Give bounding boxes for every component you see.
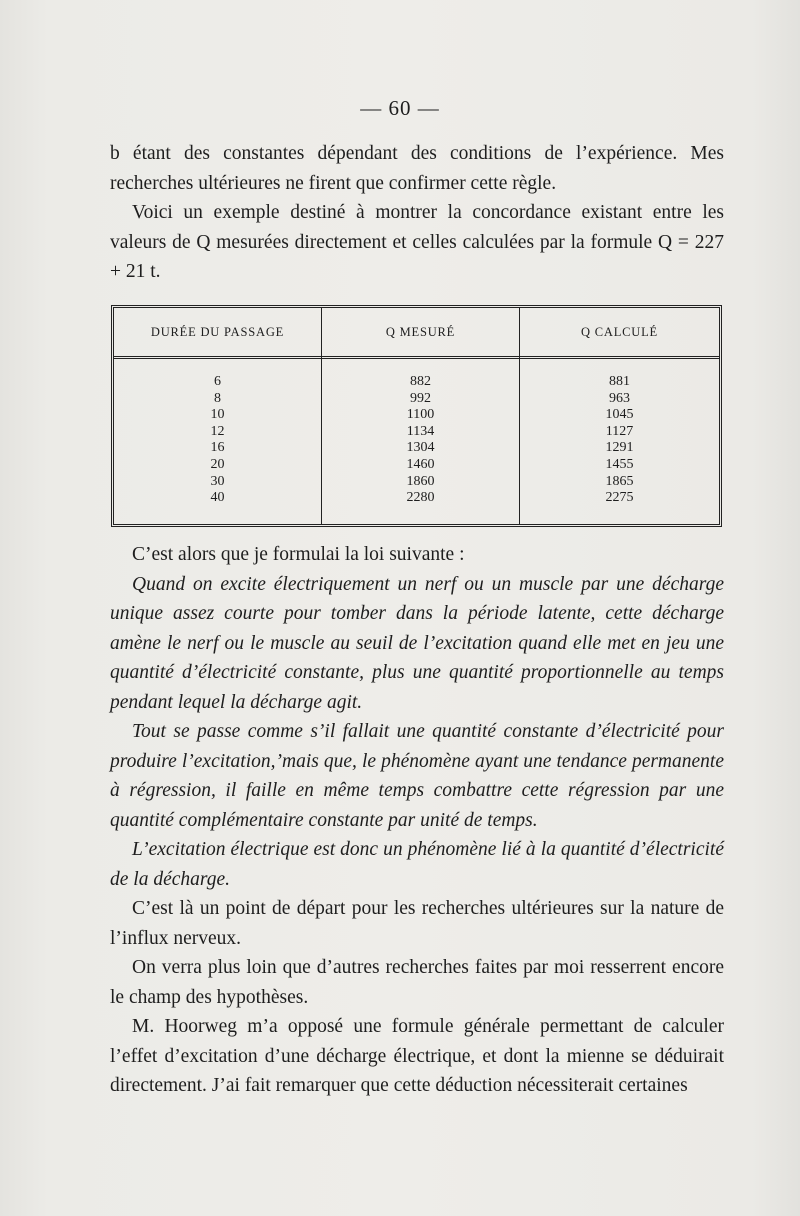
values-duree <box>114 359 321 507</box>
table-cell: 1127 <box>605 423 634 439</box>
paragraph-loi: Quand on excite électriquement un nerf ou un muscle par une décharge unique assez courte pour tomber dans la période latente, cette décharge amène le nerf ou le muscle au seuil de l’excitation quand elle met en jeu une quantité d’électricité constante, plus une quantité proportionnelle au temps pendant lequel la décharge agit. <box>110 573 724 713</box>
column-duree <box>114 308 321 524</box>
page-number: — 60 — <box>360 96 440 120</box>
table-cell: 2275 <box>605 490 634 506</box>
table-cell: 16 <box>210 440 225 456</box>
table-cell: 20 <box>210 456 225 472</box>
values-q-mesure <box>322 359 519 507</box>
body-text <box>110 540 724 1101</box>
paragraph-example: Voici un exemple destiné à montrer la concordance existant entre les valeurs de Q mesurées directement et celles calculées par la formule Q = 227 + 21 t. <box>110 202 724 282</box>
paragraph-excitation: L’excitation électrique est donc un phénomène lié à la quantité d’électricité de la décharge. <box>110 839 724 890</box>
table-cell: 1860 <box>406 473 435 489</box>
paragraph-depart: C’est là un point de départ pour les recherches ultérieures sur la nature de l’influx nerveux. <box>110 898 724 949</box>
table-cell: 6 <box>214 374 221 389</box>
table-cell: 10 <box>210 407 225 423</box>
table-cell: 8 <box>214 390 221 406</box>
table-cell: 12 <box>210 423 225 439</box>
column-q-mesure <box>321 308 519 524</box>
intro-text <box>110 139 724 287</box>
table-cell: 1291 <box>605 440 634 456</box>
table-cell: 1134 <box>406 423 435 439</box>
table-cell: 963 <box>609 390 630 406</box>
column-q-calcule <box>519 308 719 524</box>
header-duree: DURÉE DU PASSAGE <box>114 308 321 359</box>
header-q-calcule: Q CALCULÉ <box>520 308 719 359</box>
paragraph-hoorweg: M. Hoorweg m’a opposé une formule générale permettant de calculer l’effet d’excitation d’une décharge électrique, et dont la mienne se déduirait directement. J’ai fait remarquer que cette déduction nécessiterait certaines <box>110 1016 724 1096</box>
paragraph-hypotheses: On verra plus loin que d’autres recherches faites par moi resserrent encore le champ des hypothèses. <box>110 957 724 1008</box>
table-cell: 1460 <box>406 456 435 472</box>
table-cell: 30 <box>210 473 225 489</box>
table-cell: 40 <box>210 490 225 506</box>
table-cell: 1865 <box>605 473 634 489</box>
paragraph-loi-intro: C’est alors que je formulai la loi suivante : <box>132 544 465 565</box>
paragraph-constants: b étant des constantes dépendant des conditions de l’expérience. Mes recherches ultérieures ne firent que confirmer cette règle. <box>110 143 724 194</box>
header-q-mesure: Q MESURÉ <box>322 308 519 359</box>
values-q-calcule <box>520 359 719 507</box>
paragraph-regression: Tout se passe comme s’il fallait une quantité constante d’électricité pour produire l’excitation,’mais que, le phénomène ayant une tendance permanente à régression, il faille en même temps combattre cette régression par une quantité complémentaire constante par unité de temps. <box>110 721 724 831</box>
table-cell: 882 <box>410 374 431 389</box>
table-cell: 881 <box>609 374 630 389</box>
table-cell: 1045 <box>605 407 634 423</box>
table-cell: 1100 <box>406 407 435 423</box>
data-table <box>111 305 722 527</box>
table-cell: 992 <box>410 390 431 406</box>
table-cell: 1455 <box>605 456 634 472</box>
table-cell: 2280 <box>406 490 435 506</box>
table-cell: 1304 <box>406 440 435 456</box>
